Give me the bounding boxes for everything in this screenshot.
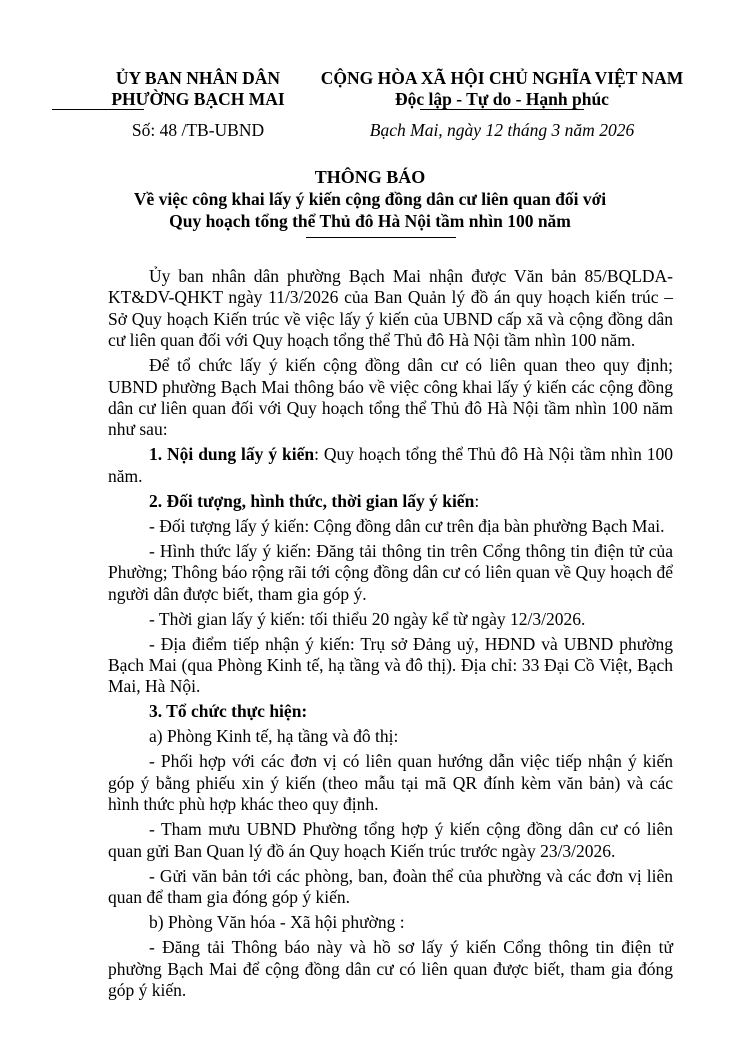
section-2-colon: : [474, 490, 480, 511]
section-1 [108, 444, 673, 487]
section-1-heading: 1. Nội dung lấy ý kiến [149, 444, 315, 465]
title-subject-line-1: Về việc công khai lấy ý kiến cộng đồng dân cư liên quan đối với [133, 189, 607, 209]
section-3a-item-2: - Tham mưu UBND Phường tổng hợp ý kiến cộng đồng dân cư có liên quan gửi Ban Quan lý đồ án Quy hoạch Kiến trúc trước ngày 23/3/2026. [108, 819, 673, 861]
section-3-heading: 3. Tổ chức thực hiện: [149, 701, 308, 722]
section-3a-title: a) Phòng Kinh tế, hạ tầng và đô thị: [149, 726, 399, 747]
document-title [100, 166, 640, 232]
section-3b-item-1: - Đăng tải Thông báo này và hồ sơ lấy ý kiến Cổng thông tin điện tử phường Bạch Mai để cộng đồng dân cư có liên quan được biết, tham gia đóng góp ý kiến. [108, 937, 673, 1000]
nation-name: CỘNG HÒA XÃ HỘI CHỦ NGHĨA VIỆT NAM [320, 68, 684, 88]
section-3a-item-3: - Gửi văn bản tới các phòng, ban, đoàn thể của phường và các đơn vị liên quan để tham gia đóng góp ý kiến. [108, 865, 673, 908]
place-and-date: Bạch Mai, ngày 12 tháng 3 năm 2026 [369, 120, 635, 140]
section-3a-item-1: - Phối hợp với các đơn vị có liên quan hướng dẫn việc tiếp nhận ý kiến góp ý bằng phiếu xin ý kiến (theo mẫu tại mã QR đính kèm văn bản) và các hình thức phù hợp khác theo quy định. [108, 751, 673, 815]
issuing-agency [100, 68, 296, 110]
document-body [108, 266, 673, 1005]
section-3-heading-line [108, 701, 673, 722]
motto-underline [420, 109, 584, 110]
paragraph-purpose: Để tổ chức lấy ý kiến cộng đồng dân cư có liên quan theo quy định; UBND phường Bạch Mai thông báo về việc công khai lấy ý kiến các cộng đồng dân cư liên quan đối với Quy hoạch tổng thể Thủ đô Hà Nội tầm nhìn 100 năm như sau: [108, 355, 673, 440]
document-number: Số: 48 /TB-UBND [131, 120, 265, 140]
section-1-text: : Quy hoạch tổng thể Thủ đô Hà Nội tầm nhìn 100 năm. [108, 444, 673, 486]
section-2-heading: 2. Đối tượng, hình thức, thời gian lấy ý kiến [149, 490, 475, 511]
section-2-subject: - Đối tượng lấy ý kiến: Cộng đồng dân cư trên địa bàn phường Bạch Mai. [149, 515, 665, 536]
title-underline [306, 237, 456, 238]
motto-line: Độc lập - Tự do - Hạnh phúc [395, 89, 609, 109]
title-main: THÔNG BÁO [314, 167, 426, 187]
section-2-method: - Hình thức lấy ý kiến: Đăng tải thông tin trên Cổng thông tin điện tử của Phường; Thông báo rộng rãi tới cộng đồng dân cư có liên quan về Quy hoạch để người dân được biết, tham gia góp ý. [108, 540, 673, 604]
section-2-location: - Địa điểm tiếp nhận ý kiến: Trụ sở Đảng uỷ, HĐND và UBND phường Bạch Mai (qua Phòng Kinh tế, hạ tầng và đô thị). Địa chỉ: 33 Đại Cồ Việt, Bạch Mai, Hà Nội. [108, 633, 673, 697]
agency-underline [52, 109, 144, 110]
section-2-heading-line [108, 491, 673, 512]
section-2-time: - Thời gian lấy ý kiến: tối thiểu 20 ngày kể từ ngày 12/3/2026. [149, 608, 586, 629]
agency-line-2: PHƯỜNG BẠCH MAI [111, 89, 285, 109]
national-motto [302, 68, 702, 110]
title-subject-line-2: Quy hoạch tổng thể Thủ đô Hà Nội tầm nhìn 100 năm [169, 211, 571, 231]
section-3b-title: b) Phòng Văn hóa - Xã hội phường : [149, 912, 405, 933]
paragraph-intro: Ủy ban nhân dân phường Bạch Mai nhận được Văn bản 85/BQLDA-KT&DV-QHKT ngày 11/3/2026 của Ban Quản lý đồ án quy hoạch kiến trúc – Sở Quy hoạch Kiến trúc về việc lấy ý kiến của UBND cấp xã và cộng đồng dân cư liên quan đối với Quy hoạch tổng thể Thủ đô Hà Nội tầm nhìn 100 năm. [108, 266, 673, 351]
agency-line-1: ỦY BAN NHÂN DÂN [115, 68, 281, 88]
